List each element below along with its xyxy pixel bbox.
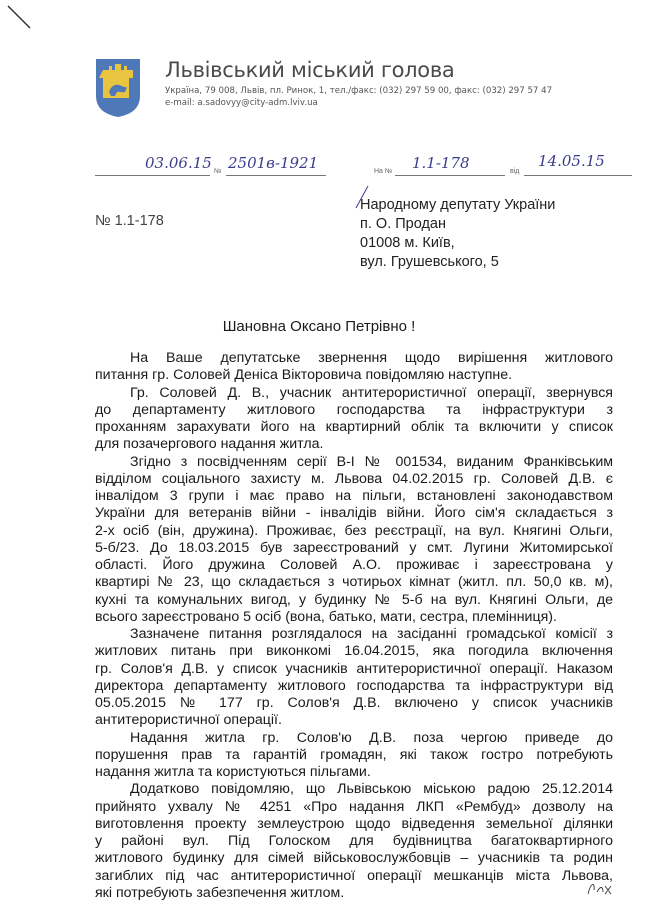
text-line: надання житла та користуються пільгами. <box>95 764 371 780</box>
text-line: директора департаменту житлового господарства та інфраструктури від <box>95 677 613 694</box>
text-line: виготовлення проекту землеустрою щодо відведення земельної ділянки <box>95 815 613 832</box>
text-line: Надання житла гр. Солов'ю Д.В. поза чергою приведе до <box>130 729 613 746</box>
registration-number: 2501в-1921 <box>228 154 319 172</box>
text-line: На Ваше депутатське звернення щодо вирішення житлового <box>130 350 613 366</box>
text-line: до департаменту житлового господарства та інфраструктури з <box>95 401 613 418</box>
text-line: Зазначене питання розглядалося на засіданні громадської комісії з <box>130 626 613 642</box>
letterhead-address: Україна, 79 008, Львів, пл. Ринок, 1, тел./факс: (032) 297 59 00, факс: (032) 297 57 47 <box>165 86 553 96</box>
paragraph <box>95 781 613 902</box>
paragraph <box>95 730 613 782</box>
text-line: України для ветеранів війни - інвалідів війни. Його сім'я складається з <box>95 505 613 522</box>
text-line: загиблих під час антитерористичної операції мешканців міста Львова, <box>95 867 613 884</box>
letter-body <box>95 350 613 902</box>
text-line: 2-х осіб (він, дружина). Проживає, без реєстрації, на вул. Княгині Ольги, <box>95 522 613 539</box>
reply-to-number: 1.1-178 <box>412 154 470 172</box>
text-line: всього зареєстровано 5 осіб (вона, батько, мати, сестра, племінниця). <box>95 608 557 625</box>
text-line: для позачергового надання житла. <box>95 436 324 453</box>
paragraph <box>95 626 613 730</box>
from-label: від <box>510 168 520 175</box>
recipient-block <box>360 196 555 272</box>
text-line: які потребують забезпечення житлом. <box>95 884 345 901</box>
text-line: проханням зарахувати його на квартирний облік та включити у список <box>95 419 613 435</box>
paragraph <box>95 454 613 627</box>
text-line: Згідно з посвідченням серії В-І № 001534, виданим Франківським <box>130 453 613 470</box>
text-line: Додатково повідомляю, що Львівською міською радою 25.12.2014 <box>130 781 613 798</box>
initials-mark <box>585 878 615 898</box>
text-line: порушення прав та гарантій громадян, які також гостро потребують <box>95 746 613 763</box>
text-line: 5-б/23. До 18.03.2015 був зареєстрований у смт. Лугини Житомирської <box>95 539 613 556</box>
text-line: житлового будинку для сімей військовослужбовців – учасників та родин <box>95 850 613 867</box>
text-line: відділом соціального захисту м. Львова 04.02.2015 гр. Соловей Д.В. є <box>95 470 613 487</box>
text-line: області. Його дружина Соловей А.О. проживає і зареєстрована у <box>95 557 613 573</box>
from-line <box>524 175 632 176</box>
recipient-line: вул. Грушевського, 5 <box>360 254 499 270</box>
letterhead-title: Львівський міський голова <box>165 58 455 82</box>
greeting: Шановна Оксано Петрівно ! <box>222 318 416 335</box>
text-line: кухні та комунальних вигод, у будинку № 5-б на вул. Княгині Ольги, де <box>95 591 613 608</box>
text-line: житлових питань при виконкомі 16.04.2015, яка погодила включення <box>95 643 613 660</box>
lviv-coat-of-arms-logo <box>95 58 141 118</box>
date-line <box>95 175 210 176</box>
recipient-line: Народному депутату України <box>360 197 556 213</box>
text-line: прийнято ухвалу № 4251 «Про надання ЛКП «Рембуд» дозволу на <box>95 798 613 815</box>
text-line: 05.05.2015 № 177 гр. Солов'я Д.В. включено у список учасників <box>95 695 613 711</box>
number-label: № <box>214 168 222 175</box>
text-line: антитерористичної операції. <box>95 712 282 729</box>
text-line: у районі вул. Під Голоском для будівництва багатоквартирного <box>95 833 613 849</box>
text-line: Гр. Соловей Д. В., учасник антитерористичної операції, звернувся <box>130 384 613 401</box>
reply-to-label: На № <box>374 168 393 175</box>
reply-to-line <box>395 175 505 176</box>
paragraph <box>95 385 613 454</box>
text-line: квартирі № 23, що складається з чотирьох кімнат (житл. пл. 50,0 кв. м), <box>95 574 613 591</box>
from-date: 14.05.15 <box>538 152 605 170</box>
corner-mark <box>0 0 40 40</box>
number-line <box>226 175 326 176</box>
text-line: гр. Солов'я Д.В. у список учасників антитерористичної операції. Наказом <box>95 660 613 677</box>
text-line: інвалідом 3 групи і має право на пільги, встановлені законодавством <box>95 488 613 504</box>
registration-date: 03.06.15 <box>145 154 212 172</box>
recipient-line: п. О. Продан <box>360 216 447 232</box>
letterhead-contacts <box>165 85 552 109</box>
letterhead-email: e-mail: a.sadovyy@city-adm.lviv.ua <box>165 98 318 108</box>
text-line: питання гр. Соловей Деніса Вікторовича повідомляю наступне. <box>95 367 513 384</box>
reference-number: № 1.1-178 <box>95 213 164 229</box>
recipient-line: 01008 м. Київ, <box>360 235 455 251</box>
paragraph <box>95 350 613 385</box>
